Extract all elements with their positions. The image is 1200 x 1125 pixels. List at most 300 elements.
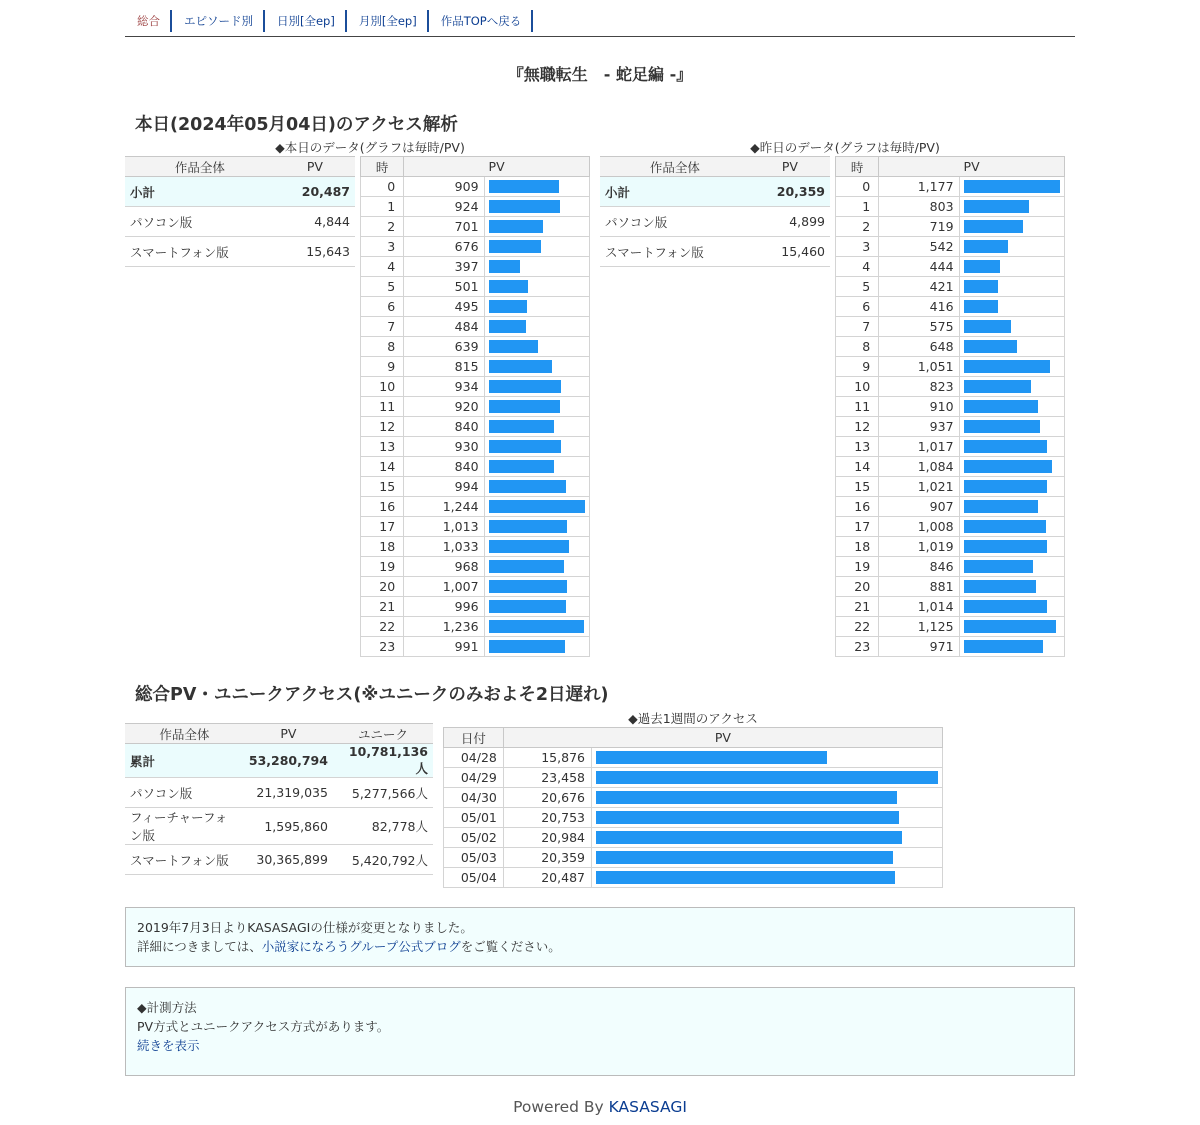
week-value: 20,676 xyxy=(503,788,591,808)
yesterday-summary-table xyxy=(600,156,830,267)
hour-bar xyxy=(964,240,1008,253)
hour-label: 17 xyxy=(836,517,879,537)
hour-label: 13 xyxy=(361,437,404,457)
hour-bar-cell xyxy=(484,317,589,337)
hour-bar xyxy=(489,600,566,613)
week-date: 04/29 xyxy=(444,768,504,788)
week-value: 20,359 xyxy=(503,848,591,868)
hour-bar-cell xyxy=(959,377,1064,397)
hour-value: 1,084 xyxy=(879,457,959,477)
hour-label: 15 xyxy=(836,477,879,497)
hour-bar-cell xyxy=(484,277,589,297)
hour-value: 495 xyxy=(404,297,484,317)
hour-value: 994 xyxy=(404,477,484,497)
page-title: 『無職転生 - 蛇足編 -』 xyxy=(507,65,693,84)
hour-row xyxy=(361,577,590,597)
hour-value: 648 xyxy=(879,337,959,357)
hour-value: 397 xyxy=(404,257,484,277)
hour-label: 20 xyxy=(836,577,879,597)
hour-label: 0 xyxy=(836,177,879,197)
hour-value: 971 xyxy=(879,637,959,657)
row-label: スマートフォン版 xyxy=(125,845,244,875)
week-row xyxy=(444,808,943,828)
hour-label: 4 xyxy=(836,257,879,277)
hour-row xyxy=(836,357,1065,377)
row-pv: 53,280,794 xyxy=(244,744,333,778)
hour-label: 17 xyxy=(361,517,404,537)
hour-row xyxy=(836,617,1065,637)
week-bar-cell xyxy=(591,868,942,888)
week-bar-cell xyxy=(591,768,942,788)
week-value: 15,876 xyxy=(503,748,591,768)
hour-bar-cell xyxy=(484,217,589,237)
hour-value: 909 xyxy=(404,177,484,197)
week-caption: ◆過去1週間のアクセス xyxy=(628,711,758,726)
nav-monthly[interactable]: 月別[全ep] xyxy=(347,10,429,32)
hour-value: 1,051 xyxy=(879,357,959,377)
week-table xyxy=(443,727,943,888)
hour-label: 0 xyxy=(361,177,404,197)
hour-row xyxy=(361,417,590,437)
hour-label: 23 xyxy=(361,637,404,657)
hour-bar-cell xyxy=(484,177,589,197)
hour-value: 930 xyxy=(404,437,484,457)
hour-row xyxy=(361,177,590,197)
hour-bar xyxy=(489,220,543,233)
hour-bar-cell xyxy=(959,177,1064,197)
hour-value: 907 xyxy=(879,497,959,517)
hour-label: 19 xyxy=(836,557,879,577)
week-date: 05/01 xyxy=(444,808,504,828)
method-title: ◆計測方法 xyxy=(137,1000,197,1015)
notice-line2 xyxy=(137,937,1063,956)
hour-value: 1,244 xyxy=(404,497,484,517)
notice-box xyxy=(125,907,1075,967)
hour-bar xyxy=(489,240,541,253)
hour-label: 21 xyxy=(361,597,404,617)
hour-row xyxy=(361,537,590,557)
hour-value: 803 xyxy=(879,197,959,217)
row-value: 15,643 xyxy=(275,237,355,267)
col-header: 時 xyxy=(836,157,879,177)
col-header: PV xyxy=(750,157,830,177)
hour-value: 968 xyxy=(404,557,484,577)
nav-work-top[interactable]: 作品TOPへ戻る xyxy=(429,10,534,32)
hour-bar-cell xyxy=(959,637,1064,657)
hour-row xyxy=(361,497,590,517)
hour-bar xyxy=(489,560,564,573)
hour-bar-cell xyxy=(484,497,589,517)
hour-bar-cell xyxy=(484,577,589,597)
total-heading: 総合PV・ユニークアクセス(※ユニークのみおよそ2日遅れ) xyxy=(135,685,609,705)
hour-bar-cell xyxy=(959,477,1064,497)
hour-row xyxy=(836,277,1065,297)
row-unique: 5,277,566人 xyxy=(333,778,433,808)
hour-bar xyxy=(489,440,561,453)
week-bar xyxy=(596,771,938,784)
hour-label: 8 xyxy=(361,337,404,357)
week-date: 04/30 xyxy=(444,788,504,808)
week-row xyxy=(444,788,943,808)
hour-bar-cell xyxy=(959,617,1064,637)
week-date: 04/28 xyxy=(444,748,504,768)
hour-label: 12 xyxy=(361,417,404,437)
hour-label: 19 xyxy=(361,557,404,577)
hour-value: 846 xyxy=(879,557,959,577)
hour-bar xyxy=(964,340,1017,353)
hour-label: 3 xyxy=(361,237,404,257)
hour-bar-cell xyxy=(959,297,1064,317)
hour-bar xyxy=(964,440,1047,453)
hour-bar xyxy=(964,220,1023,233)
hour-bar xyxy=(489,360,552,373)
hour-bar xyxy=(964,480,1047,493)
hour-bar xyxy=(489,580,567,593)
hour-bar xyxy=(964,460,1052,473)
row-pv: 21,319,035 xyxy=(244,778,333,808)
hour-bar-cell xyxy=(959,277,1064,297)
row-label: パソコン版 xyxy=(125,207,275,237)
today-caption: ◆本日のデータ(グラフは毎時/PV) xyxy=(275,140,465,155)
hour-bar xyxy=(964,300,998,313)
hour-bar-cell xyxy=(484,357,589,377)
hour-bar-cell xyxy=(959,217,1064,237)
footer-text: Powered By xyxy=(513,1098,609,1116)
row-label: スマートフォン版 xyxy=(125,237,275,267)
hour-label: 20 xyxy=(361,577,404,597)
week-bar-cell xyxy=(591,848,942,868)
week-row xyxy=(444,868,943,888)
hour-bar xyxy=(964,620,1056,633)
hour-bar-cell xyxy=(959,397,1064,417)
top-nav xyxy=(125,10,1075,32)
col-header: 作品全体 xyxy=(600,157,750,177)
hour-bar xyxy=(964,360,1050,373)
week-bar-cell xyxy=(591,828,942,848)
hour-label: 7 xyxy=(836,317,879,337)
hour-bar xyxy=(964,560,1033,573)
week-value: 20,984 xyxy=(503,828,591,848)
hour-label: 7 xyxy=(361,317,404,337)
row-value: 20,359 xyxy=(750,177,830,207)
hour-label: 4 xyxy=(361,257,404,277)
week-bar-cell xyxy=(591,788,942,808)
hour-label: 5 xyxy=(836,277,879,297)
hour-label: 2 xyxy=(361,217,404,237)
hour-bar xyxy=(964,280,998,293)
hour-label: 6 xyxy=(836,297,879,317)
hour-row xyxy=(836,637,1065,657)
row-label: 累計 xyxy=(125,744,244,778)
hour-value: 1,013 xyxy=(404,517,484,537)
hour-value: 676 xyxy=(404,237,484,257)
hour-label: 23 xyxy=(836,637,879,657)
hour-bar-cell xyxy=(484,537,589,557)
hour-row xyxy=(836,497,1065,517)
row-unique: 5,420,792人 xyxy=(333,845,433,875)
hour-row xyxy=(836,517,1065,537)
hour-bar-cell xyxy=(959,257,1064,277)
hour-value: 840 xyxy=(404,417,484,437)
hour-row xyxy=(836,477,1065,497)
hour-bar xyxy=(489,200,560,213)
row-value: 4,844 xyxy=(275,207,355,237)
hour-value: 444 xyxy=(879,257,959,277)
hour-bar xyxy=(489,340,538,353)
hour-value: 501 xyxy=(404,277,484,297)
hour-bar-cell xyxy=(484,237,589,257)
hour-value: 421 xyxy=(879,277,959,297)
hour-row xyxy=(836,557,1065,577)
hour-label: 22 xyxy=(836,617,879,637)
hour-bar xyxy=(489,300,527,313)
hour-value: 701 xyxy=(404,217,484,237)
hour-value: 1,007 xyxy=(404,577,484,597)
hour-bar-cell xyxy=(484,337,589,357)
total-table xyxy=(125,723,433,875)
hour-row xyxy=(361,637,590,657)
hour-bar xyxy=(489,420,554,433)
hour-row xyxy=(836,577,1065,597)
hour-bar-cell xyxy=(484,297,589,317)
hour-bar-cell xyxy=(959,317,1064,337)
hour-bar-cell xyxy=(484,637,589,657)
col-header: PV xyxy=(244,724,333,744)
hour-bar xyxy=(489,640,565,653)
week-value: 20,753 xyxy=(503,808,591,828)
week-date: 05/03 xyxy=(444,848,504,868)
week-bar xyxy=(596,851,893,864)
today-heading: 本日(2024年05月04日)のアクセス解析 xyxy=(135,115,458,135)
week-bar xyxy=(596,871,895,884)
hour-bar xyxy=(489,500,585,513)
hour-bar xyxy=(964,380,1031,393)
nav-daily[interactable]: 日別[全ep] xyxy=(265,10,347,32)
hour-value: 416 xyxy=(879,297,959,317)
blog-link[interactable]: 小説家になろうグループ公式ブログ xyxy=(261,939,461,954)
hour-bar xyxy=(964,640,1043,653)
hour-bar-cell xyxy=(484,257,589,277)
hour-value: 1,033 xyxy=(404,537,484,557)
week-row xyxy=(444,828,943,848)
hour-label: 22 xyxy=(361,617,404,637)
hour-label: 11 xyxy=(836,397,879,417)
today-summary-table xyxy=(125,156,355,267)
hour-value: 920 xyxy=(404,397,484,417)
hour-value: 934 xyxy=(404,377,484,397)
hour-row xyxy=(361,237,590,257)
hour-value: 1,019 xyxy=(879,537,959,557)
hour-value: 1,008 xyxy=(879,517,959,537)
hour-bar-cell xyxy=(959,537,1064,557)
row-unique: 10,781,136人 xyxy=(333,744,433,778)
col-header: PV xyxy=(503,728,942,748)
row-label: フィーチャーフォン版 xyxy=(125,808,244,845)
hour-label: 15 xyxy=(361,477,404,497)
col-header: PV xyxy=(879,157,1065,177)
hour-bar-cell xyxy=(959,577,1064,597)
row-value: 20,487 xyxy=(275,177,355,207)
week-row xyxy=(444,748,943,768)
hour-row xyxy=(361,257,590,277)
nav-divider xyxy=(125,36,1075,37)
col-header: 作品全体 xyxy=(125,157,275,177)
row-label: スマートフォン版 xyxy=(600,237,750,267)
hour-bar-cell xyxy=(959,337,1064,357)
hour-bar xyxy=(489,480,566,493)
notice-text: 詳細につきましては、 xyxy=(137,939,262,954)
hour-bar-cell xyxy=(484,377,589,397)
hour-bar xyxy=(489,460,554,473)
hour-bar-cell xyxy=(959,497,1064,517)
hour-row xyxy=(361,617,590,637)
row-label: パソコン版 xyxy=(125,778,244,808)
hour-bar-cell xyxy=(484,417,589,437)
yesterday-caption: ◆昨日のデータ(グラフは毎時/PV) xyxy=(750,140,940,155)
hour-row xyxy=(361,557,590,577)
hour-value: 937 xyxy=(879,417,959,437)
hour-bar xyxy=(964,200,1029,213)
hour-value: 815 xyxy=(404,357,484,377)
hour-value: 991 xyxy=(404,637,484,657)
week-date: 05/02 xyxy=(444,828,504,848)
hour-row xyxy=(361,337,590,357)
yesterday-hourly-table xyxy=(835,156,1065,657)
hour-label: 13 xyxy=(836,437,879,457)
hour-value: 840 xyxy=(404,457,484,477)
row-value: 15,460 xyxy=(750,237,830,267)
hour-value: 1,014 xyxy=(879,597,959,617)
row-value: 4,899 xyxy=(750,207,830,237)
hour-bar xyxy=(489,320,526,333)
hour-bar-cell xyxy=(484,477,589,497)
hour-value: 542 xyxy=(879,237,959,257)
week-row xyxy=(444,848,943,868)
hour-label: 16 xyxy=(361,497,404,517)
hour-bar xyxy=(964,540,1047,553)
hour-bar-cell xyxy=(959,517,1064,537)
col-header: PV xyxy=(404,157,590,177)
hour-row xyxy=(836,297,1065,317)
hour-row xyxy=(361,437,590,457)
hour-row xyxy=(836,177,1065,197)
hour-label: 5 xyxy=(361,277,404,297)
hour-row xyxy=(836,197,1065,217)
hour-row xyxy=(836,457,1065,477)
hour-row xyxy=(361,197,590,217)
hour-bar-cell xyxy=(959,597,1064,617)
hour-value: 924 xyxy=(404,197,484,217)
hour-row xyxy=(836,397,1065,417)
hour-value: 881 xyxy=(879,577,959,597)
hour-bar-cell xyxy=(959,357,1064,377)
hour-label: 14 xyxy=(361,457,404,477)
hour-row xyxy=(361,477,590,497)
hour-row xyxy=(361,377,590,397)
nav-episode[interactable]: エピソード別 xyxy=(172,10,265,32)
row-label: 小計 xyxy=(125,177,275,207)
row-label: パソコン版 xyxy=(600,207,750,237)
hour-label: 6 xyxy=(361,297,404,317)
hour-bar-cell xyxy=(484,397,589,417)
hour-row xyxy=(361,357,590,377)
hour-value: 484 xyxy=(404,317,484,337)
hour-row xyxy=(361,597,590,617)
week-bar-cell xyxy=(591,748,942,768)
hour-label: 10 xyxy=(836,377,879,397)
method-box xyxy=(125,987,1075,1076)
hour-label: 11 xyxy=(361,397,404,417)
hour-value: 996 xyxy=(404,597,484,617)
hour-value: 1,236 xyxy=(404,617,484,637)
hour-value: 1,177 xyxy=(879,177,959,197)
hour-row xyxy=(836,537,1065,557)
hour-row xyxy=(836,417,1065,437)
col-header: 日付 xyxy=(444,728,504,748)
hour-value: 823 xyxy=(879,377,959,397)
hour-bar-cell xyxy=(484,517,589,537)
hour-bar xyxy=(964,520,1046,533)
hour-value: 575 xyxy=(879,317,959,337)
col-header: 時 xyxy=(361,157,404,177)
col-header: PV xyxy=(275,157,355,177)
week-value: 23,458 xyxy=(503,768,591,788)
notice-line1: 2019年7月3日よりKASASAGIの仕様が変更となりました。 xyxy=(137,920,473,935)
week-bar xyxy=(596,811,899,824)
hour-bar-cell xyxy=(959,237,1064,257)
row-label: 小計 xyxy=(600,177,750,207)
hour-label: 10 xyxy=(361,377,404,397)
week-bar xyxy=(596,791,897,804)
hour-bar-cell xyxy=(959,437,1064,457)
footer xyxy=(125,1098,1075,1116)
col-header: 作品全体 xyxy=(125,724,244,744)
hour-value: 719 xyxy=(879,217,959,237)
hour-label: 16 xyxy=(836,497,879,517)
hour-bar-cell xyxy=(484,437,589,457)
notice-text: をご覧ください。 xyxy=(460,939,561,954)
row-pv: 1,595,860 xyxy=(244,808,333,845)
hour-bar-cell xyxy=(959,197,1064,217)
nav-overview[interactable]: 総合 xyxy=(125,10,172,32)
hour-value: 639 xyxy=(404,337,484,357)
hour-label: 18 xyxy=(361,537,404,557)
hour-bar xyxy=(964,580,1036,593)
hour-row xyxy=(361,457,590,477)
kasasagi-link[interactable]: KASASAGI xyxy=(608,1098,687,1116)
hour-bar-cell xyxy=(484,457,589,477)
hour-bar-cell xyxy=(959,417,1064,437)
week-bar xyxy=(596,831,902,844)
hour-label: 12 xyxy=(836,417,879,437)
hour-row xyxy=(361,317,590,337)
hour-row xyxy=(836,377,1065,397)
hour-row xyxy=(361,297,590,317)
week-row xyxy=(444,768,943,788)
hour-bar-cell xyxy=(484,197,589,217)
hour-row xyxy=(836,597,1065,617)
hour-bar xyxy=(964,420,1040,433)
hour-label: 18 xyxy=(836,537,879,557)
hour-label: 21 xyxy=(836,597,879,617)
row-pv: 30,365,899 xyxy=(244,845,333,875)
hour-bar-cell xyxy=(959,457,1064,477)
hour-bar xyxy=(964,180,1060,193)
show-more-link[interactable]: 続きを表示 xyxy=(137,1038,200,1053)
week-bar-cell xyxy=(591,808,942,828)
hour-bar xyxy=(489,380,561,393)
hour-bar xyxy=(964,400,1038,413)
